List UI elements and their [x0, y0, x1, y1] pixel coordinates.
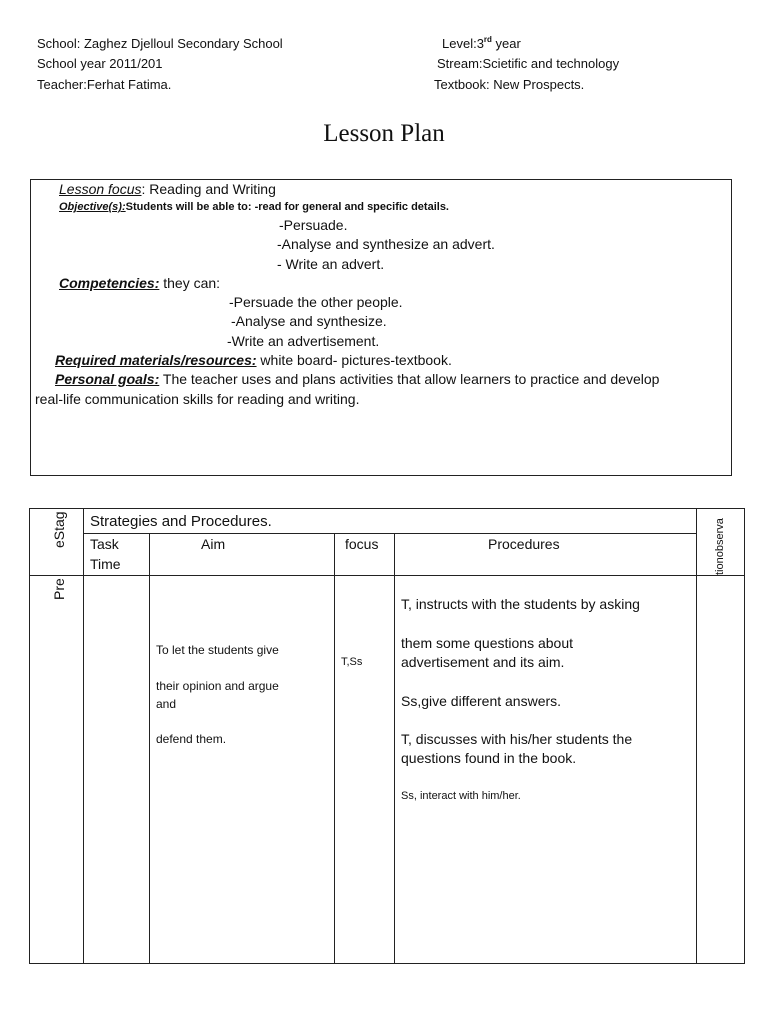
teacher-name: Teacher:Ferhat Fatima.	[37, 77, 172, 92]
objective-item: -Analyse and synthesize an advert.	[277, 236, 495, 252]
school-year: School year 2011/201	[37, 56, 163, 71]
aim-text: defend them.	[156, 732, 227, 746]
objectives-label: Objective(s):	[59, 201, 126, 213]
level-text: Level:3	[442, 36, 484, 51]
focus-header: focus	[345, 536, 379, 552]
procedure-step: advertisement and its aim.	[401, 654, 565, 670]
table-header-bottom	[29, 575, 745, 576]
aim-header: Aim	[201, 536, 226, 552]
procedure-step: Ss, interact with him/her.	[401, 790, 521, 802]
level-superscript: rd	[483, 35, 492, 44]
table-border-bottom	[29, 963, 745, 964]
objectives-value: Students will be able to: -read for general and specific details.	[125, 201, 449, 213]
lesson-plan-box	[30, 179, 732, 476]
stage-header: eStag	[51, 511, 67, 548]
materials-line	[55, 351, 452, 370]
procedures-header: Procedures	[488, 536, 560, 552]
strategies-header: Strategies and Procedures.	[90, 513, 272, 530]
task-header: Task	[90, 536, 119, 552]
table-border-left	[29, 508, 30, 964]
competencies-label: Competencies:	[59, 275, 160, 291]
procedure-step: T, instructs with the students by asking	[401, 596, 640, 612]
level-suffix: year	[491, 36, 521, 51]
competencies-line	[59, 274, 220, 293]
column-divider	[149, 533, 150, 964]
textbook: Textbook: New Prospects.	[434, 77, 585, 92]
competency-item: -Analyse and synthesize.	[231, 313, 387, 329]
aim-text: their opinion and argue	[156, 679, 279, 693]
page-title: Lesson Plan	[323, 120, 445, 147]
objectives-line	[59, 200, 449, 215]
aim-text: To let the students give	[156, 643, 279, 657]
procedures-table	[29, 508, 745, 964]
lesson-focus-label: Lesson focus	[59, 181, 142, 197]
table-border-right	[744, 508, 745, 964]
procedure-step: them some questions about	[401, 635, 573, 651]
competency-item: -Write an advertisement.	[227, 333, 380, 349]
objective-item: -Persuade.	[279, 217, 348, 233]
procedure-step: Ss,give different answers.	[401, 693, 562, 709]
materials-value: white board- pictures-textbook.	[256, 352, 452, 368]
table-border-top	[29, 508, 745, 509]
observation-header: tionobserva	[714, 518, 726, 575]
time-header: Time	[90, 556, 121, 572]
table-header-divider	[83, 533, 697, 534]
stream: Stream:Scietific and technology	[437, 56, 620, 71]
lesson-focus-line	[59, 180, 276, 199]
competency-item: -Persuade the other people.	[229, 294, 403, 310]
lesson-focus-value: : Reading and Writing	[141, 181, 276, 197]
objective-item: - Write an advert.	[277, 256, 385, 272]
competencies-value: they can:	[159, 275, 221, 291]
personal-goals-line	[55, 370, 659, 389]
materials-label: Required materials/resources:	[55, 352, 257, 368]
personal-goals-value: The teacher uses and plans activities that allow learners to practice and develop	[159, 371, 660, 387]
focus-value: T,Ss	[341, 656, 363, 668]
column-divider	[334, 533, 335, 964]
personal-goals-continued: real-life communication skills for reading and writing.	[35, 391, 360, 407]
column-divider	[394, 533, 395, 964]
column-divider	[696, 508, 697, 964]
school-name: School: Zaghez Djelloul Secondary School	[37, 36, 283, 51]
column-divider	[83, 508, 84, 964]
procedure-step: T, discusses with his/her students the	[401, 731, 633, 747]
procedure-step: questions found in the book.	[401, 750, 577, 766]
stage-value: Pre	[51, 578, 67, 600]
class-level	[442, 34, 521, 54]
personal-goals-label: Personal goals:	[55, 371, 160, 387]
aim-text: and	[156, 697, 177, 711]
